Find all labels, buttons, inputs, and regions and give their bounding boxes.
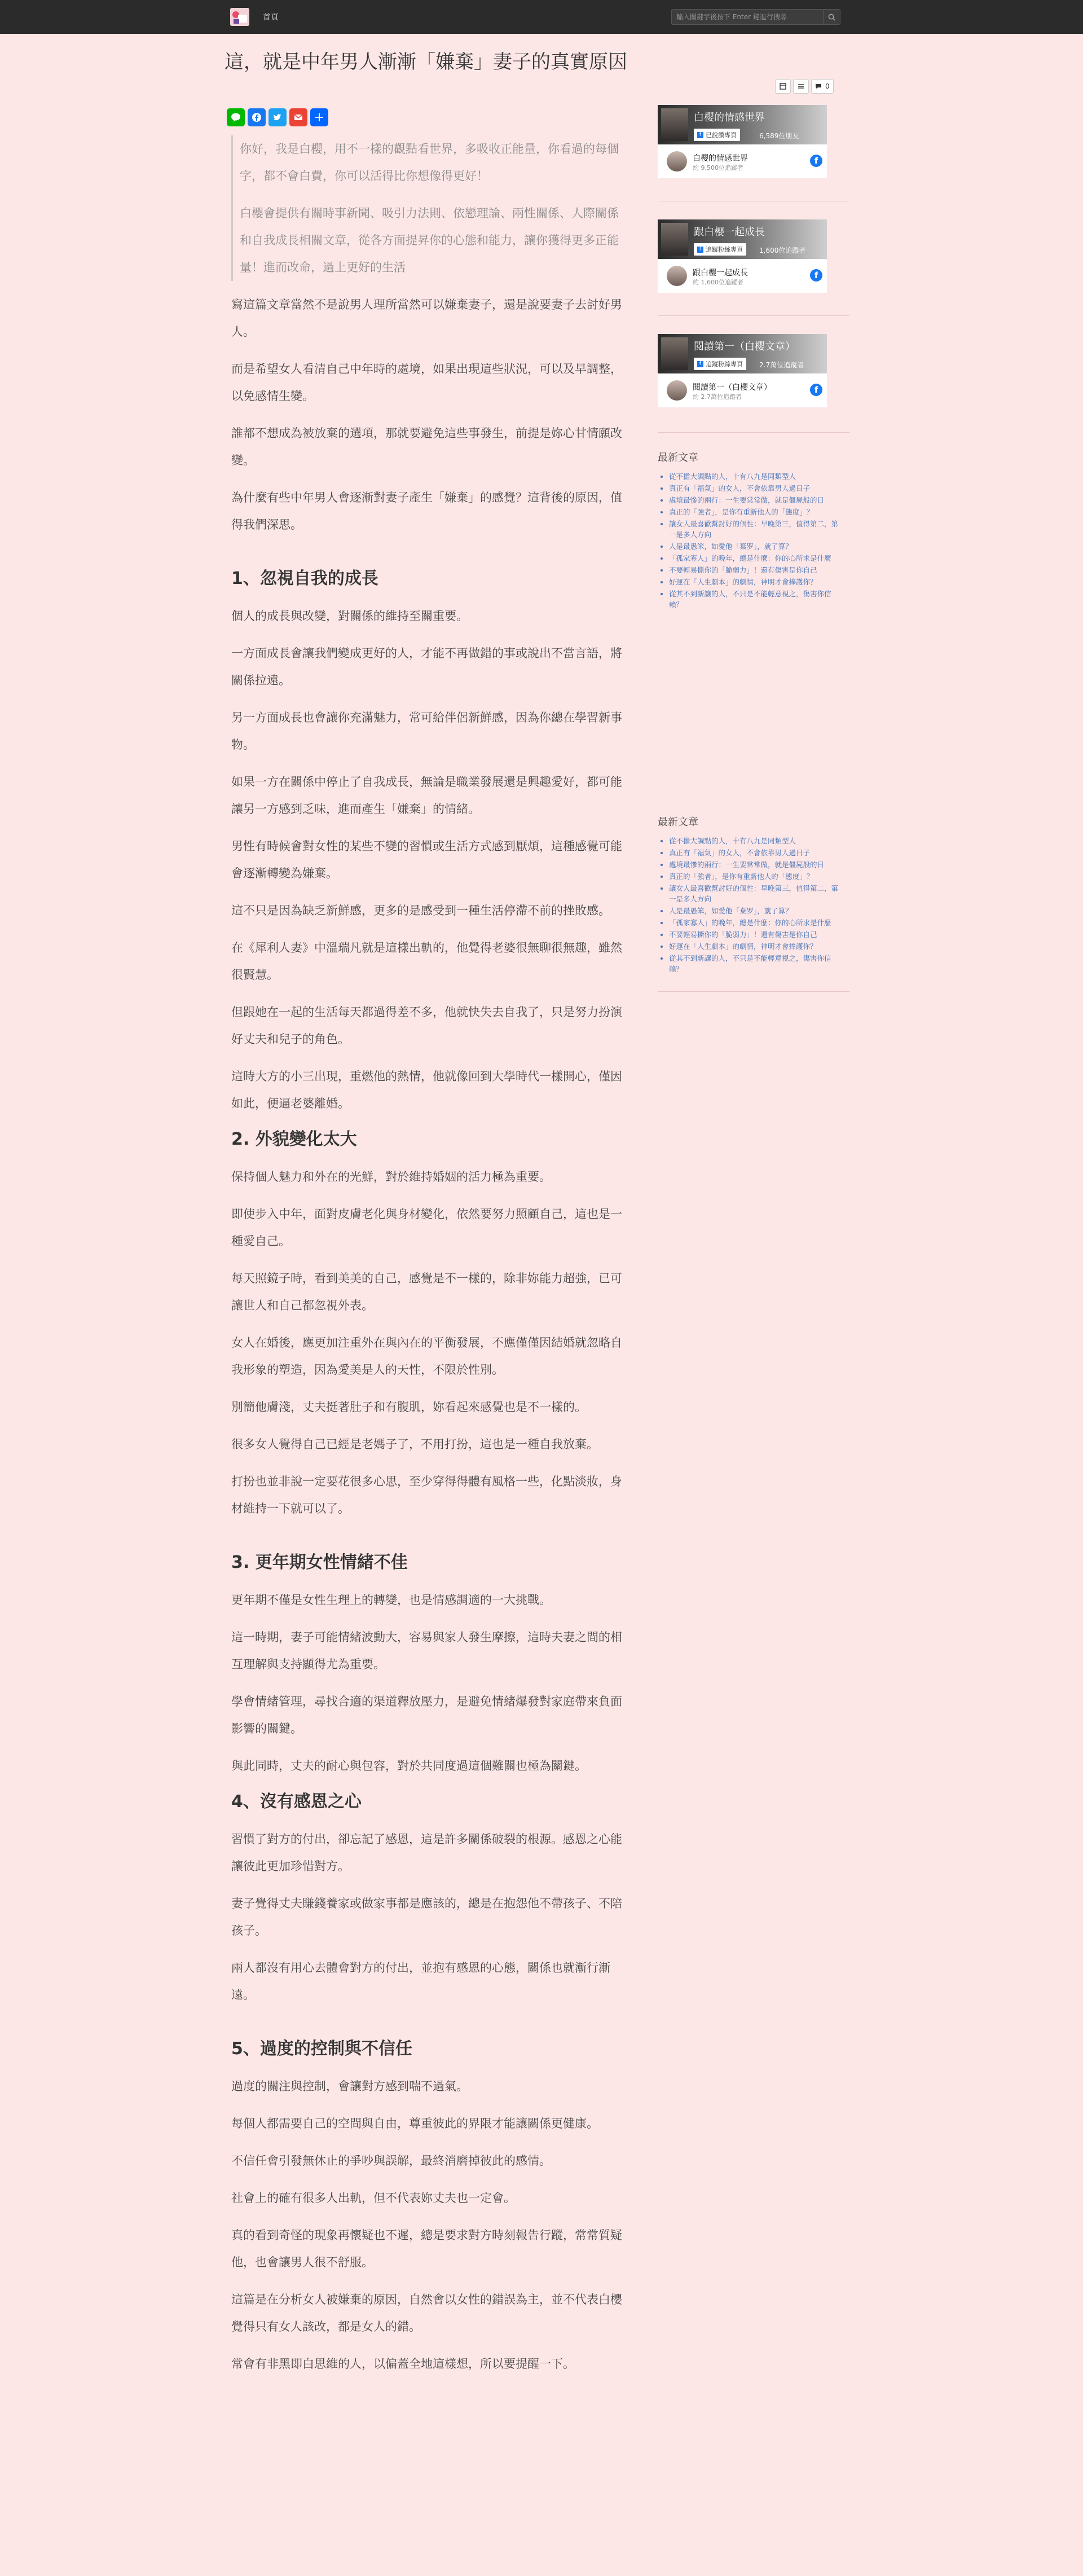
follow-page-label: 追蹤粉絲專頁 <box>706 361 743 368</box>
article-section <box>231 1550 626 1779</box>
facebook-page-name[interactable]: 閱讀第一（白櫻文章） <box>693 383 772 392</box>
latest-article-link[interactable]: • 好運在「人生劇本」的劇情，神明才會捧護你？ <box>669 577 838 587</box>
latest-article-link[interactable]: • 從不擔大調點的人，十有八九是同類型人 <box>669 471 838 482</box>
article-paragraph: 過度的關注與控制，會讓對方感到喘不過氣。 <box>231 2080 468 2093</box>
article-paragraph: 一方面成長會讓我們變成更好的人，才能不再做錯的事或說出不當言語，將關係拉遠。 <box>231 647 622 687</box>
gmail-icon <box>293 112 303 122</box>
follow-page-label: 已說讚專頁 <box>706 131 737 139</box>
follow-page-button[interactable] <box>694 129 740 141</box>
section-heading: 3. 更年期女性情緒不佳 <box>231 1553 408 1572</box>
facebook-icon: f <box>697 132 703 138</box>
article-paragraph: 這時大方的小三出現，重燃他的熱情，他就像回到大學時代一樣開心，僅因如此，便逼老婆離婚。 <box>231 1070 622 1110</box>
facebook-page-cover[interactable] <box>658 334 827 373</box>
list-icon <box>798 83 804 90</box>
facebook-icon[interactable]: f <box>810 269 822 282</box>
facebook-page-info <box>658 259 827 293</box>
article-section <box>231 566 626 1117</box>
search-input[interactable] <box>672 10 820 24</box>
latest-article-link[interactable]: • 讓女人最喜歡幫討好的個性：早晚第三，值得第二，第一是多人方向 <box>669 883 838 904</box>
latest-articles-title: 最新文章 <box>658 452 698 464</box>
plus-icon <box>315 113 324 122</box>
latest-article-link[interactable]: • 真正有「福氣」的女人，不會依靠男人過日子 <box>669 847 838 858</box>
cover-photo <box>661 108 688 141</box>
article-paragraph: 真的看到奇怪的現象再懷疑也不遲，總是要求對方時刻報告行蹤，常常質疑他，也會讓男人很不舒服。 <box>231 2228 622 2269</box>
view-list-button[interactable] <box>793 79 809 94</box>
facebook-page-widgets <box>658 102 849 415</box>
page-title: 這，就是中年男人漸漸「嫌棄」妻子的真實原因 <box>224 51 627 73</box>
article-paragraph: 女人在婚後，應更加注重外在與內在的平衡發展，不應僅僅因結婚就忽略自我形象的塑造，因為愛美是人的天性，不限於性別。 <box>231 1336 622 1377</box>
latest-articles-title: 最新文章 <box>658 816 698 828</box>
facebook-page-name[interactable]: 跟白櫻一起成長 <box>693 269 748 278</box>
cover-page-name: 閱讀第一（白櫻文章） <box>694 341 795 353</box>
article-paragraph: 更年期不僅是女性生理上的轉變，也是情感調適的一大挑戰。 <box>231 1593 551 1607</box>
latest-articles-list <box>658 836 849 974</box>
facebook-page-name[interactable]: 白櫻的情感世界 <box>693 154 748 163</box>
article-paragraph: 但跟她在一起的生活每天都過得差不多，他就快失去自我了，只是努力扮演好丈夫和兒子的角色。 <box>231 1005 622 1046</box>
page-like-count: 2.7萬位追蹤者 <box>759 361 804 369</box>
share-buttons <box>227 108 328 126</box>
latest-article-link[interactable]: • 處境最慘的兩行：一生要常常做，就是僵屍般的日 <box>669 859 838 870</box>
latest-article-link[interactable]: • 不要輕易撕你的「脆弱力」！還有傷害是你自己 <box>669 565 838 575</box>
latest-article-link[interactable]: • 真正的「強者」，是你有重新他人的「態度」？ <box>669 507 838 517</box>
latest-article-link[interactable]: • 好運在「人生劇本」的劇情，神明才會捧護你？ <box>669 941 838 952</box>
article-paragraph: 男性有時候會對女性的某些不變的習慣或生活方式感到厭煩，這種感覺可能會逐漸轉變為嫌棄。 <box>231 839 622 880</box>
avatar[interactable] <box>667 151 687 172</box>
search-icon <box>828 14 835 21</box>
facebook-page-info <box>658 144 827 178</box>
article-paragraph: 另一方面成長也會讓你充滿魅力，常可給伴侶新鮮感，因為你總在學習新事物。 <box>231 711 622 751</box>
sidebar-divider <box>658 315 849 316</box>
article-paragraph: 每天照鏡子時，看到美美的自己，感覺是不一樣的，除非妳能力超強，已可讓世人和自己都忽視外表。 <box>231 1272 622 1312</box>
search-box <box>671 9 840 25</box>
article-paragraph: 兩人都沒有用心去體會對方的付出，並抱有感恩的心態，關係也就漸行漸遠。 <box>231 1961 610 2002</box>
article-section <box>231 1790 626 2008</box>
twitter-icon <box>272 112 283 122</box>
follow-page-button[interactable] <box>694 358 746 370</box>
article-paragraph: 社會上的確有很多人出軌，但不代表妳丈夫也一定會。 <box>231 2191 516 2205</box>
article-toolbar <box>775 79 834 94</box>
section-heading: 2. 外貌變化太大 <box>231 1129 357 1149</box>
article-body <box>231 135 626 2388</box>
cover-page-name: 跟白櫻一起成長 <box>694 226 765 238</box>
article-paragraph: 這篇是在分析女人被嫌棄的原因，自然會以女性的錯誤為主，並不代表白櫻覺得只有女人該改，都是女人的錯。 <box>231 2293 622 2333</box>
sidebar-divider <box>658 432 849 433</box>
line-share-button[interactable] <box>227 108 245 126</box>
latest-article-link[interactable]: • 「孤家寡人」的晚年，總是什麼：你的心所求是什麼 <box>669 917 838 928</box>
facebook-page-followers: 約 1,600位追蹤者 <box>693 279 743 286</box>
facebook-icon[interactable]: f <box>810 155 822 167</box>
facebook-page-cover[interactable] <box>658 219 827 259</box>
cover-photo <box>661 337 688 370</box>
article-paragraph: 誰都不想成為被放棄的選項，那就要避免這些事發生，前提是妳心甘情願改變。 <box>231 427 622 467</box>
twitter-share-button[interactable] <box>268 108 287 126</box>
page-like-count: 6,589位朋友 <box>759 132 799 140</box>
facebook-icon: f <box>697 247 703 253</box>
latest-article-link[interactable]: • 真正的「強者」，是你有重新他人的「態度」？ <box>669 871 838 882</box>
intro-section <box>231 291 626 538</box>
latest-articles-widget <box>658 450 849 610</box>
article-section <box>231 1127 626 1522</box>
article-paragraph: 別簡他膚淺，丈夫挺著肚子和有腹肌，妳看起來感覺也是不一樣的。 <box>231 1400 587 1414</box>
latest-article-link[interactable]: • 人是最愚笨，如愛他「棄罗」，就了算？ <box>669 905 838 916</box>
article-paragraph: 為什麼有些中年男人會逐漸對妻子產生「嫌棄」的感覺？這背後的原因，值得我們深思。 <box>231 491 622 531</box>
sidebar-divider <box>658 991 849 992</box>
facebook-share-button[interactable] <box>248 108 266 126</box>
page-like-count: 1,600位追蹤者 <box>759 247 806 254</box>
nav-home-link[interactable]: 首頁 <box>263 13 279 22</box>
article-paragraph: 不信任會引發無休止的爭吵與誤解，最終消磨掉彼此的感情。 <box>231 2154 551 2168</box>
article-paragraph: 每個人都需要自己的空間與自由，尊重彼此的界限才能讓關係更健康。 <box>231 2117 598 2130</box>
article-paragraph: 個人的成長與改變，對關係的維持至關重要。 <box>231 609 468 623</box>
article-paragraph: 這不只是因為缺乏新鮮感，更多的是感受到一種生活停滯不前的挫敗感。 <box>231 904 610 917</box>
view-grid-button[interactable] <box>775 79 791 94</box>
article-paragraph: 常會有非黑即白思維的人，以偏蓋全地這樣想，所以要提醒一下。 <box>231 2357 575 2371</box>
intro-quote <box>231 135 626 281</box>
article-paragraph: 學會情緒管理，尋找合適的渠道釋放壓力，是避免情緒爆發對家庭帶來負面影響的關鍵。 <box>231 1695 622 1735</box>
latest-article-link[interactable]: • 不要輕易撕你的「脆弱力」！還有傷害是你自己 <box>669 929 838 940</box>
facebook-icon <box>252 112 262 122</box>
latest-article-link[interactable]: • 讓女人最喜歡幫討好的個性：早晚第三，值得第二，第一是多人方向 <box>669 518 838 540</box>
article-paragraph: 妻子覺得丈夫賺錢養家或做家事都是應該的，總是在抱怨他不帶孩子、不陪孩子。 <box>231 1897 622 1937</box>
gmail-share-button[interactable] <box>289 108 307 126</box>
latest-article-link[interactable]: • 人是最愚笨，如愛他「棄罗」，就了算？ <box>669 541 838 552</box>
article-paragraph: 而是希望女人看清自己中年時的處境，如果出現這些狀況，可以及早調整，以免感情生變。 <box>231 362 622 403</box>
comment-count: 0 <box>825 82 830 90</box>
section-heading: 4、沒有感恩之心 <box>231 1792 362 1812</box>
section-heading: 1、忽視自我的成長 <box>231 569 378 588</box>
cover-photo <box>661 223 688 256</box>
window-icon <box>780 83 786 90</box>
latest-article-link[interactable]: • 處境最慘的兩行：一生要常常做，就是僵屍般的日 <box>669 495 838 505</box>
more-share-button[interactable] <box>310 108 328 126</box>
article-paragraph: 打扮也並非說一定要花很多心思，至少穿得得體有風格一些，化點淡妝，身材維持一下就可以了。 <box>231 1475 622 1515</box>
article-sections <box>231 566 626 2377</box>
article-paragraph: 保持個人魅力和外在的光鮮，對於維持婚姻的活力極為重要。 <box>231 1170 551 1184</box>
facebook-page-info <box>658 373 827 407</box>
article-paragraph: 這一時期，妻子可能情緒波動大，容易與家人發生摩擦，這時夫妻之間的相互理解與支持顯得尤為重要。 <box>231 1630 622 1671</box>
facebook-page-followers: 約 9,500位追蹤者 <box>693 164 743 172</box>
article-paragraph: 很多女人覺得自己已經是老媽子了，不用打扮，這也是一種自我放棄。 <box>231 1438 598 1451</box>
follow-page-label: 追蹤粉絲專頁 <box>706 246 743 253</box>
follow-page-button[interactable] <box>694 243 746 256</box>
article-paragraph: 在《犀利人妻》中溫瑞凡就是這樣出軌的，他覺得老婆很無聊很無趣，雖然很賢慧。 <box>231 941 622 982</box>
facebook-icon[interactable]: f <box>810 384 822 396</box>
intro-quote-paragraph: 白櫻會提供有關時事新聞、吸引力法則、依戀理論、兩性關係、人際關係和自我成長相關文章，從各方面提昇你的心態和能力，讓你獲得更多正能量！進而改命，過上更好的生活 <box>240 206 619 274</box>
section-heading: 5、過度的控制與不信任 <box>231 2039 412 2059</box>
latest-article-link[interactable]: • 從其不到新讓的人，不只是不能輕意視之，傷害你信賴？ <box>669 588 838 610</box>
intro-quote-paragraph: 你好，我是白櫻，用不一樣的觀點看世界，多吸收正能量，你看過的每個字，都不會白費，你可以活得比你想像得更好！ <box>240 142 619 183</box>
avatar[interactable] <box>667 266 687 286</box>
latest-articles-widget-2 <box>658 814 849 974</box>
line-icon <box>230 112 241 123</box>
sidebar <box>658 102 849 1009</box>
article-paragraph: 與此同時，丈夫的耐心與包容，對於共同度過這個難關也極為關鍵。 <box>231 1759 587 1773</box>
article-section <box>231 2037 626 2377</box>
article-paragraph: 習慣了對方的付出，卻忘記了感恩，這是許多關係破裂的根源。感恩之心能讓彼此更加珍惜對方。 <box>231 1832 622 1873</box>
facebook-page-card[interactable] <box>658 331 829 415</box>
top-navbar <box>0 0 1083 34</box>
search-button[interactable] <box>823 10 840 24</box>
facebook-page-cover[interactable] <box>658 105 827 144</box>
article-paragraph: 寫這篇文章當然不是說男人理所當然可以嫌棄妻子，還是說要妻子去討好男人。 <box>231 298 622 339</box>
facebook-page-card[interactable] <box>658 102 829 186</box>
latest-article-link[interactable]: • 「孤家寡人」的晚年，總是什麼：你的心所求是什麼 <box>669 553 838 564</box>
facebook-page-followers: 約 2.7萬位追蹤者 <box>693 393 742 401</box>
comments-button[interactable] <box>811 79 834 94</box>
avatar[interactable] <box>667 380 687 401</box>
article-paragraph: 如果一方在關係中停止了自我成長，無論是職業發展還是興趣愛好，都可能讓另一方感到乏味，進而產生「嫌棄」的情緒。 <box>231 775 622 816</box>
site-logo[interactable] <box>230 8 249 26</box>
comment-icon <box>815 83 822 90</box>
latest-article-link[interactable]: • 從不擔大調點的人，十有八九是同類型人 <box>669 836 838 846</box>
facebook-icon: f <box>697 361 703 367</box>
facebook-page-card[interactable] <box>658 216 829 301</box>
cover-page-name: 白櫻的情感世界 <box>694 112 765 124</box>
article-paragraph: 即使步入中年，面對皮膚老化與身材變化，依然要努力照顧自己，這也是一種愛自己。 <box>231 1207 622 1248</box>
latest-article-link[interactable]: • 從其不到新讓的人，不只是不能輕意視之，傷害你信賴？ <box>669 953 838 974</box>
latest-articles-list <box>658 471 849 610</box>
latest-article-link[interactable]: • 真正有「福氣」的女人，不會依靠男人過日子 <box>669 483 838 494</box>
